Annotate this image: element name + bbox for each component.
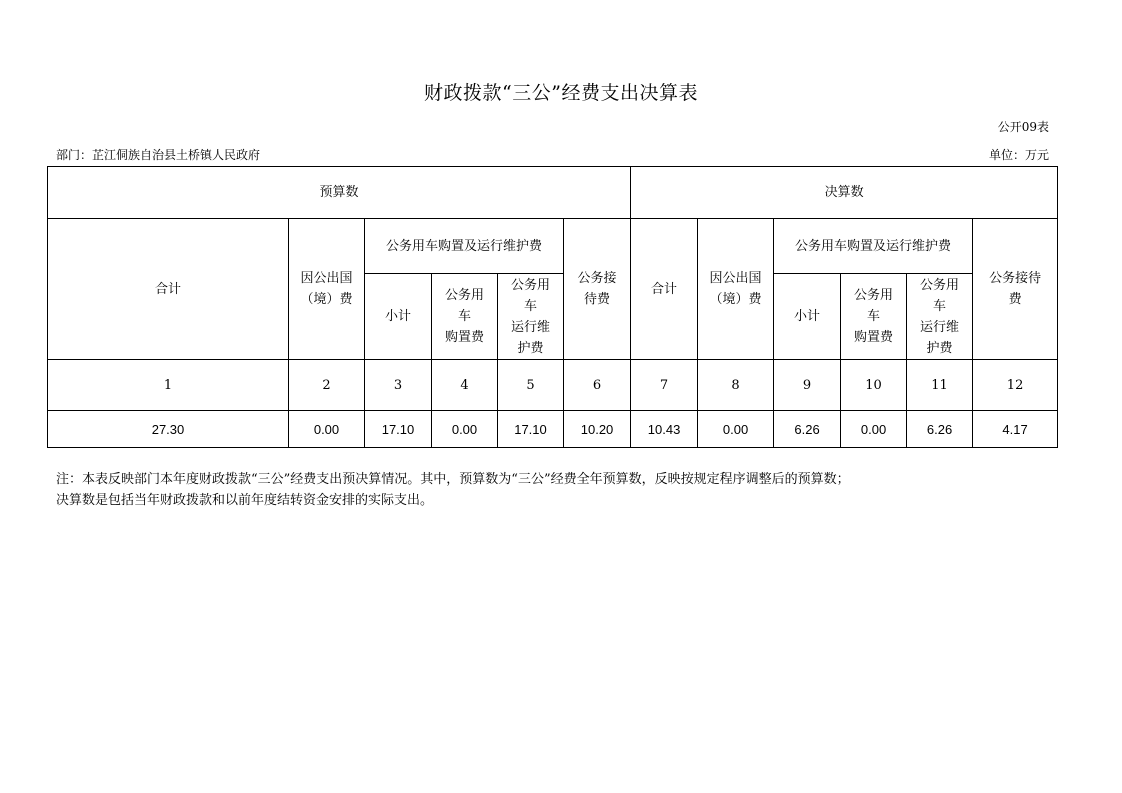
budget-reception-value: 10.20 [564,411,631,448]
budget-subtotal-header: 小计 [365,274,432,360]
form-number: 公开09表 [997,120,1049,134]
column-number: 8 [698,360,774,411]
budget-total-value: 27.30 [48,411,289,448]
values-row [48,411,1058,448]
final-abroad-value: 0.00 [698,411,774,448]
budget-vehicle-purchase-value: 0.00 [432,411,498,448]
column-number: 7 [631,360,698,411]
budget-abroad-header: 因公出国 （境）费 [289,219,365,360]
column-number: 6 [564,360,631,411]
unit-label: 单位：万元 [988,148,1049,162]
page-title: 财政拨款“三公”经费支出决算表 [424,82,698,104]
final-vehicle-operation-header: 公务用 车 运行维 护费 [907,274,973,360]
footnote-line: 注：本表反映部门本年度财政拨款“三公”经费支出预决算情况。其中，预算数为“三公”经费全年预算数，反映按规定程序调整后的预算数； [56,472,850,487]
final-vehicle-purchase-header: 公务用 车 购置费 [841,274,907,360]
budget-abroad-value: 0.00 [289,411,365,448]
budget-total-header: 合计 [48,219,289,360]
column-number: 1 [48,360,289,411]
budget-vehicle-operation-header: 公务用 车 运行维 护费 [498,274,564,360]
column-number: 9 [774,360,841,411]
three-public-expenses-table [47,166,1058,448]
final-vehicle-operation-value: 6.26 [907,411,973,448]
final-abroad-header: 因公出国 （境）费 [698,219,774,360]
column-number: 5 [498,360,564,411]
column-number: 12 [973,360,1058,411]
budget-group-header: 预算数 [48,167,631,219]
final-vehicle-purchase-value: 0.00 [841,411,907,448]
final-reception-value: 4.17 [973,411,1058,448]
column-number: 11 [907,360,973,411]
footnote [56,469,1066,511]
budget-vehicle-subtotal-value: 17.10 [365,411,432,448]
footnote-line: 决算数是包括当年财政拨款和以前年度结转资金安排的实际支出。 [56,493,434,508]
final-vehicle-subtotal-value: 6.26 [774,411,841,448]
final-subtotal-header: 小计 [774,274,841,360]
budget-vehicle-purchase-header: 公务用 车 购置费 [432,274,498,360]
final-total-header: 合计 [631,219,698,360]
department-label: 部门：芷江侗族自治县土桥镇人民政府 [56,148,261,162]
column-number: 10 [841,360,907,411]
budget-reception-header: 公务接 待费 [564,219,631,360]
final-total-value: 10.43 [631,411,698,448]
column-number: 2 [289,360,365,411]
budget-vehicle-group-header: 公务用车购置及运行维护费 [365,219,564,274]
column-number: 3 [365,360,432,411]
final-vehicle-group-header: 公务用车购置及运行维护费 [774,219,973,274]
column-number-row [48,360,1058,411]
column-number: 4 [432,360,498,411]
final-group-header: 决算数 [631,167,1058,219]
budget-vehicle-operation-value: 17.10 [498,411,564,448]
final-reception-header: 公务接待 费 [973,219,1058,360]
